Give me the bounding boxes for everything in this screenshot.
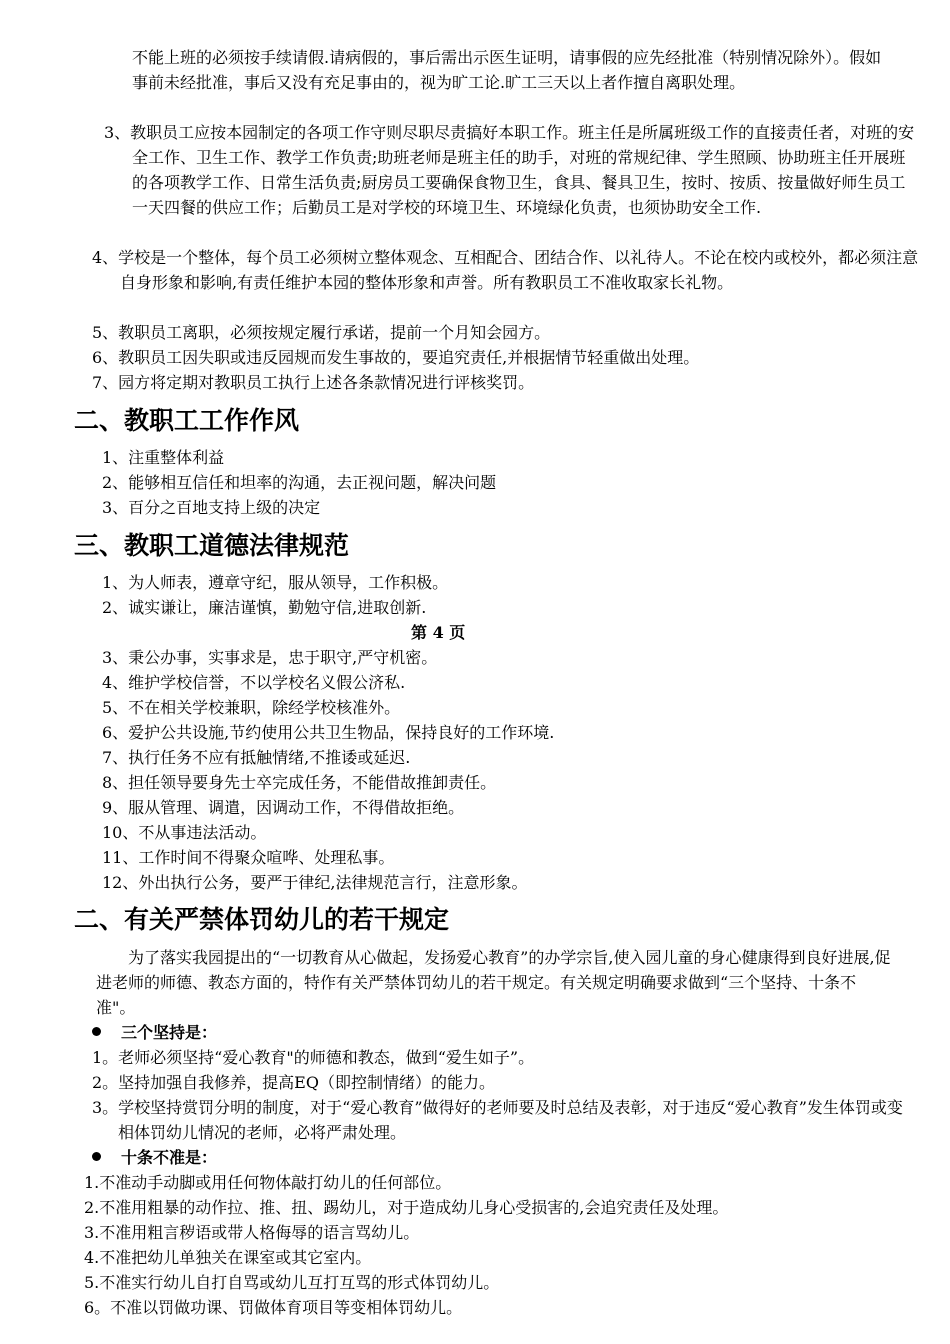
work-style-item-3: 3、百分之百地支持上级的决定 [102, 498, 321, 517]
rule-item-6: 6、教职员工因失职或违反园规而发生事故的，要追究责任,并根据情节轻重做出处理。 [92, 348, 700, 367]
work-style-item-1: 1、注重整体利益 [102, 448, 225, 467]
section-heading-ethics: 三、教职工道德法律规范 [74, 531, 350, 560]
page-number-marker: 第 4 页 [411, 623, 466, 642]
prohibition-item-6: 6。不准以罚做功课、罚做体育项目等变相体罚幼儿。 [84, 1298, 463, 1317]
ethics-item-10: 10、不从事违法活动。 [102, 823, 267, 842]
persistence-item-2: 2。坚持加强自我修养，提高EQ（即控制情绪）的能力。 [92, 1073, 495, 1092]
three-persistence-title [92, 1020, 217, 1045]
ethics-item-4: 4、维护学校信誉，不以学校名义假公济私. [102, 673, 406, 692]
ethics-item-6: 6、爱护公共设施,节约使用公共卫生物品，保持良好的工作环境. [102, 723, 555, 742]
prohibition-item-4: 4.不准把幼儿单独关在课室或其它室内。 [84, 1248, 372, 1267]
ten-prohibitions-title [92, 1145, 217, 1170]
work-style-item-2: 2、能够相互信任和坦率的沟通，去正视问题，解决问题 [102, 473, 497, 492]
punishment-intro: 为了落实我园提出的“一切教育从心做起，发扬爱心教育”的办学宗旨,使入园儿童的身心健康得到良好进展,促进老师的师德、教态方面的，特作有关严禁体罚幼儿的若干规定。有关规定明确要求做到“三个坚持、十条不准"。 [96, 948, 891, 1017]
rule-item-3: 3、教职员工应按本园制定的各项工作守则尽职尽责搞好本职工作。班主任是所属班级工作的直接责任者，对班的安全工作、卫生工作、教学工作负责;助班老师是班主任的助手，对班的常规纪律、学生照顾、协助班主任开展班的各项教学工作、日常生活负责;厨房员工要确保食物卫生，食具、餐具卫生，按时、按质、按量做好师生员工一天四餐的供应工作；后勤员工是对学校的环境卫生、环境绿化负责，也须协助安全工作. [104, 123, 915, 217]
rule-item-4: 4、学校是一个整体，每个员工必须树立整体观念、互相配合、团结合作、以礼待人。不论在校内或校外，都必须注意自身形象和影响,有责任维护本园的整体形象和声誉。所有教职员工不准收取家长礼物。 [92, 248, 919, 292]
prohibition-item-3: 3.不准用粗言秽语或带人格侮辱的语言骂幼儿。 [84, 1223, 420, 1242]
persistence-item-1: 1。老师必须坚持“爱心教育"的师德和教态，做到“爱生如子”。 [92, 1048, 535, 1067]
ethics-item-7: 7、执行任务不应有抵触情绪,不推诿或延迟. [102, 748, 411, 767]
persistence-item-3: 3。学校坚持赏罚分明的制度，对于“爱心教育”做得好的老师要及时总结及表彰，对于违反“爱心教育”发生体罚或变相体罚幼儿情况的老师，必将严肃处理。 [92, 1098, 903, 1142]
section-heading-punishment-rules: 二、有关严禁体罚幼儿的若干规定 [74, 905, 450, 934]
rule-item-5: 5、教职员工离职，必须按规定履行承诺，提前一个月知会园方。 [92, 323, 551, 342]
prohibition-item-2: 2.不准用粗暴的动作拉、推、扭、踢幼儿，对于造成幼儿身心受损害的,会追究责任及处理。 [84, 1198, 729, 1217]
three-persistence-label: 三个坚持是： [121, 1023, 218, 1042]
ten-prohibitions-label: 十条不准是： [121, 1148, 218, 1167]
bullet-icon [92, 1027, 101, 1036]
item-2-continuation: 不能上班的必须按手续请假.请病假的，事后需出示医生证明，请事假的应先经批准（特别情况除外）。假如事前未经批准，事后又没有充足事由的，视为旷工论.旷工三天以上者作擅自离职处理。 [132, 48, 882, 92]
ethics-item-1: 1、为人师表，遵章守纪，服从领导，工作积极。 [102, 573, 449, 592]
ethics-item-11: 11、工作时间不得聚众喧哗、处理私事。 [102, 848, 395, 867]
ethics-item-2: 2、诚实谦让，廉洁谨慎，勤勉守信,进取创新. [102, 598, 427, 617]
ethics-item-9: 9、服从管理、调遣，因调动工作，不得借故拒绝。 [102, 798, 465, 817]
bullet-icon [92, 1152, 101, 1161]
ethics-item-3: 3、秉公办事，实事求是，忠于职守,严守机密。 [102, 648, 438, 667]
section-heading-work-style: 二、教职工工作作风 [74, 406, 300, 435]
ethics-item-5: 5、不在相关学校兼职，除经学校核准外。 [102, 698, 401, 717]
ethics-item-12: 12、外出执行公务，要严于律纪,法律规范言行，注意形象。 [102, 873, 528, 892]
prohibition-item-5: 5.不准实行幼儿自打自骂或幼儿互打互骂的形式体罚幼儿。 [84, 1273, 500, 1292]
prohibition-item-1: 1.不准动手动脚或用任何物体敲打幼儿的任何部位。 [84, 1173, 452, 1192]
rule-item-7: 7、园方将定期对教职员工执行上述各条款情况进行评核奖罚。 [92, 373, 535, 392]
ethics-item-8: 8、担任领导要身先士卒完成任务，不能借故推卸责任。 [102, 773, 497, 792]
